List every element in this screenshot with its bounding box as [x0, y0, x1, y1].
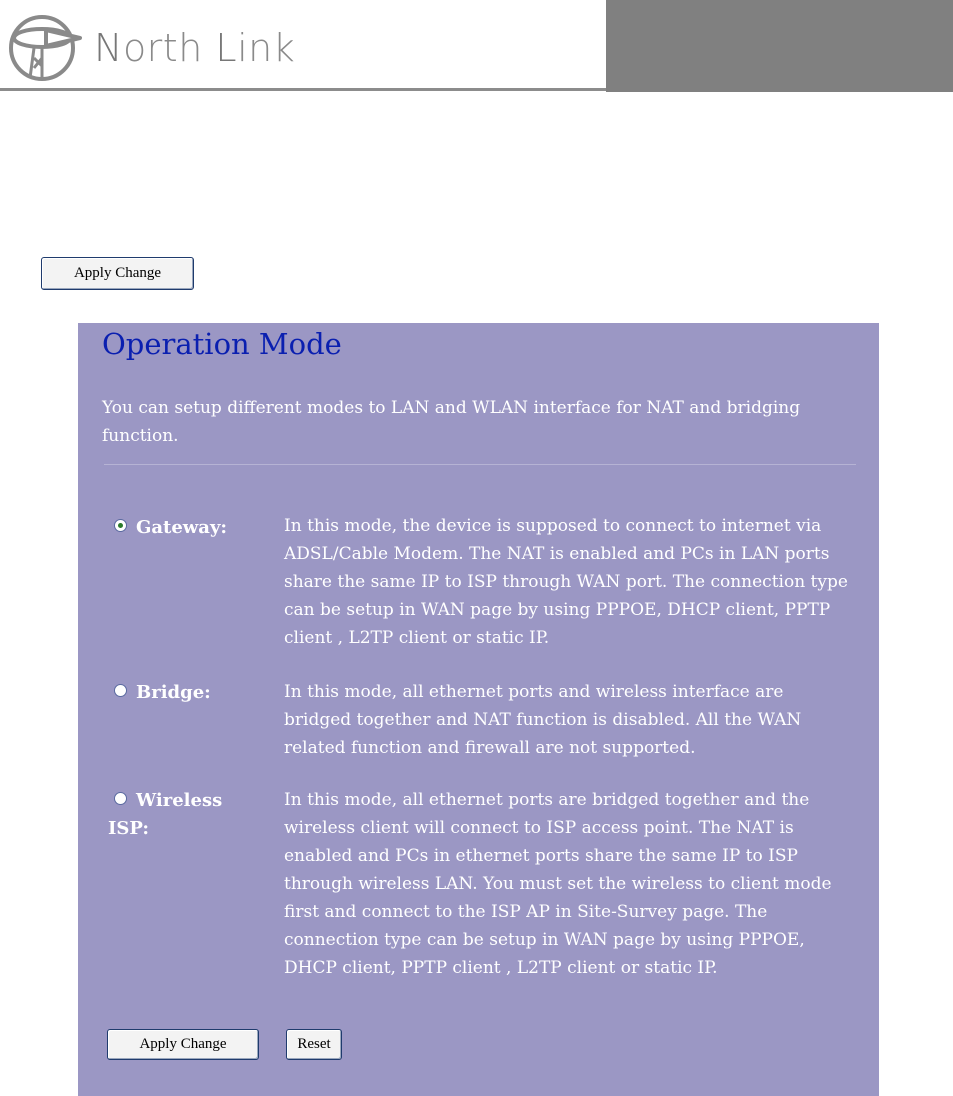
page-title: Operation Mode	[102, 327, 342, 361]
globe-tower-icon	[6, 8, 86, 84]
bridge-description: In this mode, all ethernet ports and wireless interface are bridged together and NAT function is disabled. All the WAN related function and firewall are not supported.	[284, 682, 802, 758]
wireless-isp-radio[interactable]	[114, 792, 127, 805]
brand-name: North Link	[94, 26, 296, 70]
header-divider	[0, 88, 606, 91]
wireless-isp-description: In this mode, all ethernet ports are bridged together and the wireless client will connect to ISP access point. The NAT is enabled and PCs in ethernet ports share the same IP to ISP through wireless LAN. You must set the wireless to client mode first and connect to the ISP AP in Site-Survey page. The connection type can be setup in WAN page by using PPPOE, DHCP client, PPTP client , L2TP client or static IP.	[284, 790, 832, 978]
intro-text: You can setup different modes to LAN and WLAN interface for NAT and bridging function.	[102, 398, 801, 446]
operation-mode-panel	[78, 323, 879, 1096]
gateway-radio[interactable]	[114, 519, 127, 532]
gateway-description: In this mode, the device is supposed to connect to internet via ADSL/Cable Modem. The NAT is enabled and PCs in LAN ports share the same IP to ISP through WAN port. The connection type can be setup in WAN page by using PPPOE, DHCP client, PPTP client , L2TP client or static IP.	[284, 516, 848, 648]
apply-change-button[interactable]: Apply Change	[107, 1029, 259, 1060]
section-divider	[104, 464, 856, 465]
header-gray-block	[606, 0, 953, 92]
mode-gateway[interactable]: Gateway:	[114, 514, 227, 542]
mode-bridge[interactable]: Bridge:	[114, 679, 211, 707]
bridge-radio[interactable]	[114, 684, 127, 697]
reset-button[interactable]: Reset	[286, 1029, 342, 1060]
mode-wireless-isp[interactable]: Wireless ISP:	[108, 790, 223, 839]
north-link-logo	[6, 8, 306, 84]
apply-change-button-top[interactable]: Apply Change	[41, 257, 194, 290]
